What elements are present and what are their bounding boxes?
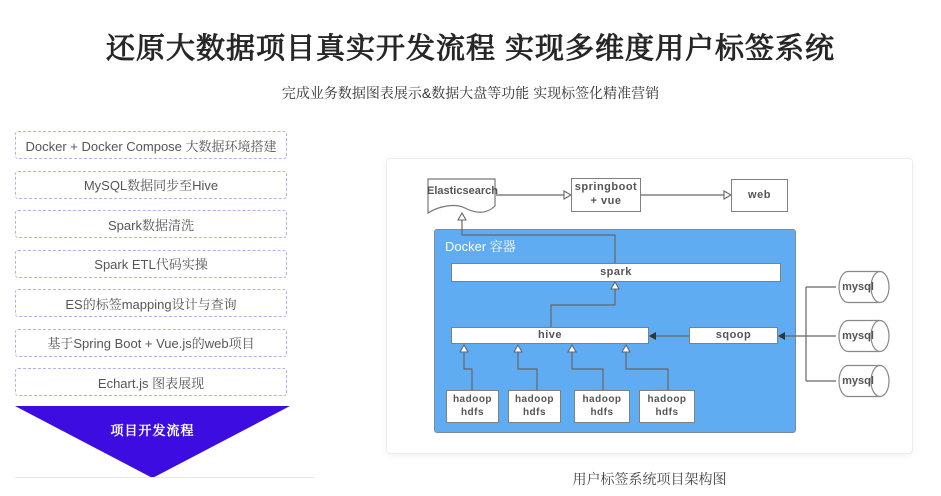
hadoop2-line2: hdfs (522, 406, 547, 418)
node-hive: hive (451, 327, 649, 344)
architecture-diagram-card (386, 158, 913, 454)
node-web: web (731, 179, 788, 212)
node-spark: spark (451, 263, 781, 282)
divider-line (15, 477, 315, 478)
springboot-line2: + vue (590, 195, 622, 207)
step-es-mapping: ES的标签mapping设计与查询 (15, 289, 287, 317)
page-subtitle: 完成业务数据图表展示&数据大盘等功能 实现标签化精准营销 (281, 85, 660, 101)
node-sqoop: sqoop (689, 327, 778, 344)
mysql3-label: mysql (842, 375, 874, 387)
hadoop4-line1: hadoop (647, 394, 687, 405)
step-springboot-vue: 基于Spring Boot + Vue.js的web项目 (15, 329, 287, 357)
node-elasticsearch-label: Elasticsearch (427, 185, 498, 197)
page-title: 还原大数据项目真实开发流程 实现多维度用户标签系统 (105, 33, 836, 65)
flow-arrow-shape (15, 406, 290, 478)
hadoop4-line2: hdfs (655, 406, 679, 418)
course-steps-sidebar (15, 131, 287, 408)
mysql1-label: mysql (842, 281, 874, 293)
flow-arrow-label: 项目开发流程 (110, 423, 195, 438)
docker-container-label: Docker 容器 (445, 239, 516, 254)
hadoop3-line1: hadoop (582, 394, 622, 405)
diagram-connectors (387, 159, 914, 455)
hadoop1-line2: hdfs (460, 406, 485, 418)
step-spark-etl: Spark ETL代码实操 (15, 250, 287, 278)
step-spark-clean: Spark数据清洗 (15, 210, 287, 238)
hadoop2-line1: hadoop (514, 394, 555, 405)
step-docker-compose: Docker + Docker Compose 大数据环境搭建 (15, 131, 287, 159)
step-echarts: Echart.js 图表展现 (15, 368, 287, 396)
step-mysql-to-hive: MySQL数据同步至Hive (15, 171, 287, 199)
mysql2-label: mysql (842, 330, 874, 342)
springboot-line1: springboot (574, 181, 638, 194)
hadoop3-line2: hdfs (590, 406, 614, 418)
diagram-caption: 用户标签系统项目架构图 (572, 471, 727, 487)
hadoop1-line1: hadoop (452, 394, 493, 405)
